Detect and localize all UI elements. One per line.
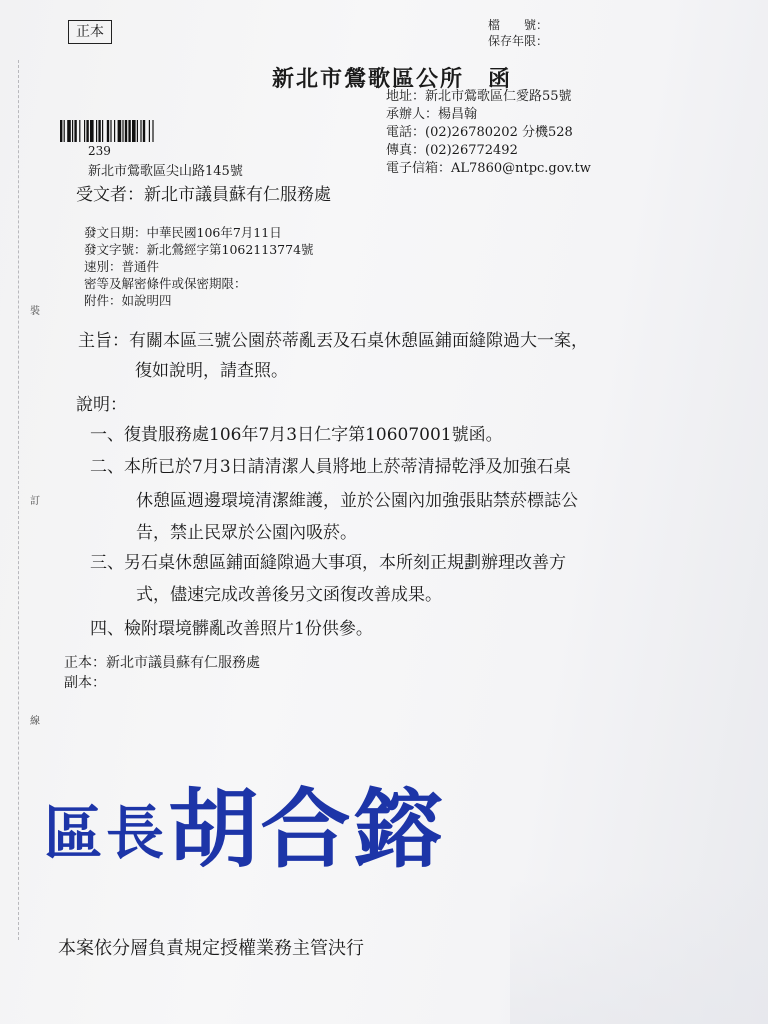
explanation-item-2-line-2: 休憩區週邊環境清潔維護，並於公園內加強張貼禁菸標誌公 [136,491,578,511]
explanation-item-3-line-1: 三、另石桌休憩區鋪面縫隙過大事項，本所刻正規劃辦理改善方 [90,553,566,573]
sender-fax: 傳真：(02)26772492 [386,143,518,158]
authorization-footer: 本案依分層負責規定授權業務主管決行 [58,938,364,959]
explanation-label: 說明： [76,395,127,415]
sender-phone: 電話：(02)26780202 分機528 [386,125,573,140]
explanation-item-2-line-3: 告，禁止民眾於公園內吸菸。 [136,523,357,543]
paper-shadow [510,880,768,1024]
binding-margin-line [18,60,19,940]
margin-mark-xian: 線 [30,716,40,727]
subject-line-1: 主旨：有關本區三號公園菸蒂亂丟及石桌休憩區鋪面縫隙過大一案， [78,331,588,351]
sender-address: 地址：新北市鶯歌區仁愛路55號 [386,89,572,104]
subject-line-2: 復如說明，請查照。 [135,361,288,381]
explanation-item-1: 一、復貴服務處106年7月3日仁字第10607001號函。 [90,425,503,445]
postal-code: 239 [88,144,111,158]
confidentiality: 密等及解密條件或保密期限： [84,276,247,291]
distribution-copy: 副本： [64,675,106,691]
document-title: 新北市鶯歌區公所 函 [272,66,513,92]
distribution-original: 正本：新北市議員蘇有仁服務處 [64,655,260,671]
retention-label: 保存年限： [488,34,549,48]
barcode-icon [60,120,232,142]
subject [78,326,588,386]
explanation-item-2-line-1: 二、本所已於7月3日請清潔人員將地上菸蒂清掃乾淨及加強石桌 [90,457,571,477]
sender-email: 電子信箱：AL7860@ntpc.gov.tw [386,161,591,176]
document-meta [84,224,314,309]
file-number-label: 檔 號： [488,18,549,32]
attachment: 附件：如說明四 [84,293,172,308]
sender-contact: 承辦人：楊昌翰 [386,107,478,122]
issue-number: 發文字號：新北鶯經字第1062113774號 [84,242,314,257]
mailing-address: 新北市鶯歌區尖山路145號 [88,164,243,179]
explanation-item-4: 四、檢附環境髒亂改善照片1份供參。 [90,619,373,639]
sender-info [386,88,591,178]
margin-mark-ding: 訂 [30,496,40,507]
speed: 速別：普通件 [84,259,160,274]
margin-mark-zhuang: 裝 [30,306,40,317]
copy-type-stamp: 正本 [68,20,112,44]
seal-title: 區長 [44,799,169,867]
explanation-item-3-line-2: 式，儘速完成改善後另文函復改善成果。 [136,585,442,605]
recipient: 受文者：新北市議員蘇有仁服務處 [76,185,331,205]
issue-date: 發文日期：中華民國106年7月11日 [84,225,282,240]
seal-name: 胡合鎔 [168,779,446,880]
